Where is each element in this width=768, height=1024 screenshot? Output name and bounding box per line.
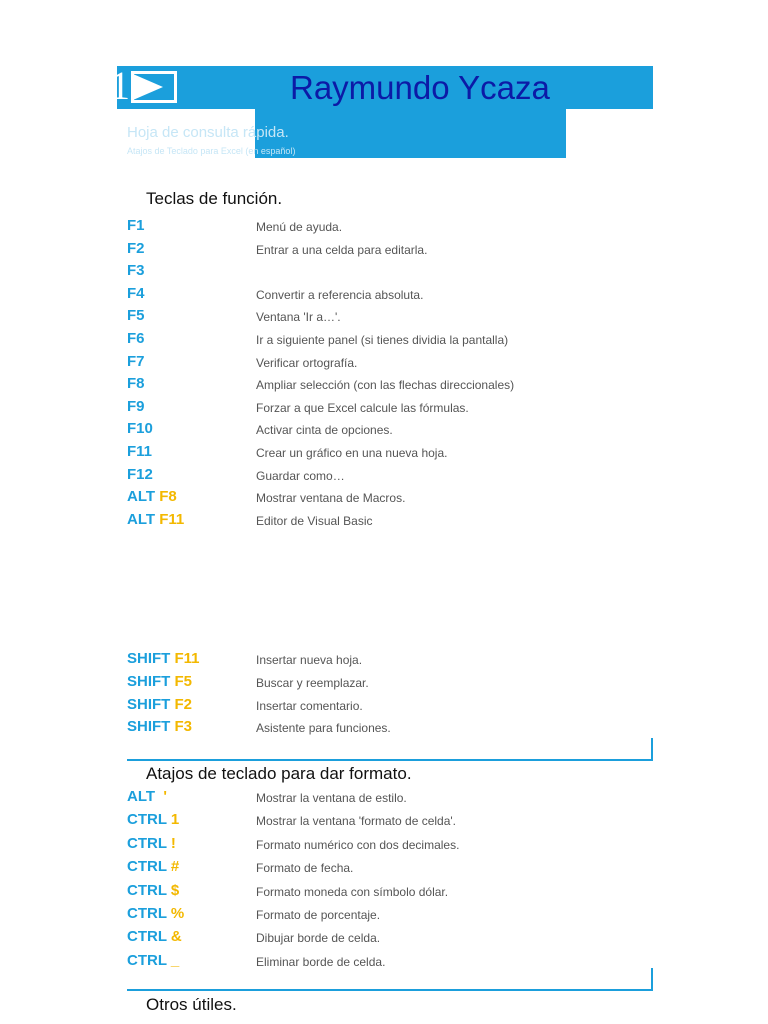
key-secondary: & bbox=[170, 928, 182, 946]
play-triangle-icon bbox=[133, 74, 163, 100]
shortcut-keys bbox=[127, 881, 179, 901]
key-secondary: 1 bbox=[170, 811, 180, 829]
shortcut-description: Formato de porcentaje. bbox=[256, 908, 381, 922]
key-primary: F12 bbox=[127, 465, 153, 483]
shortcut-row bbox=[127, 717, 667, 739]
key-primary: F10 bbox=[127, 420, 153, 438]
key-secondary: F11 bbox=[174, 650, 200, 667]
shortcut-row bbox=[127, 857, 667, 879]
section-heading-formatting: Atajos de teclado para dar formato. bbox=[146, 764, 412, 783]
key-primary: CTRL bbox=[127, 811, 171, 829]
shortcut-row bbox=[127, 239, 667, 261]
shortcut-keys bbox=[127, 834, 176, 854]
section-heading-function-keys: Teclas de función. bbox=[146, 189, 283, 208]
key-primary: CTRL bbox=[127, 881, 171, 899]
shortcut-keys bbox=[127, 306, 145, 326]
shortcut-keys bbox=[127, 695, 192, 715]
section-heading-others: Otros útiles. bbox=[146, 995, 237, 1014]
shortcut-row bbox=[127, 649, 667, 671]
key-primary: F9 bbox=[127, 397, 145, 415]
shortcut-keys bbox=[127, 352, 145, 372]
shortcut-row bbox=[127, 329, 667, 351]
shortcut-keys bbox=[127, 284, 145, 304]
divider-tick bbox=[651, 968, 653, 990]
key-secondary: F2 bbox=[174, 695, 193, 713]
shortcut-row bbox=[127, 951, 667, 973]
section-divider bbox=[127, 989, 653, 991]
shortcut-keys bbox=[127, 239, 145, 259]
shortcut-row bbox=[127, 510, 667, 532]
shortcut-description: Forzar a que Excel calcule las fórmulas. bbox=[256, 400, 469, 415]
shortcut-row bbox=[127, 284, 667, 306]
key-primary: ALT bbox=[127, 488, 160, 506]
section-divider bbox=[127, 759, 653, 761]
shortcut-row bbox=[127, 352, 667, 374]
shortcut-keys bbox=[127, 649, 200, 669]
key-primary: ALT bbox=[127, 788, 160, 805]
key-primary: SHIFT bbox=[127, 695, 175, 713]
shortcut-row bbox=[127, 672, 667, 694]
shortcut-description: Convertir a referencia absoluta. bbox=[256, 287, 424, 302]
shortcut-description: Verificar ortografía. bbox=[256, 355, 358, 370]
key-primary: CTRL bbox=[127, 951, 171, 969]
shortcut-keys bbox=[127, 261, 145, 281]
shortcut-keys bbox=[127, 419, 153, 439]
shortcut-keys bbox=[127, 442, 152, 462]
key-secondary: F8 bbox=[159, 488, 177, 506]
key-primary: ALT bbox=[127, 510, 160, 528]
shortcut-keys bbox=[127, 374, 145, 394]
shortcut-row bbox=[127, 927, 667, 949]
shortcut-description: Mostrar la ventana de estilo. bbox=[256, 791, 407, 805]
shortcut-row bbox=[127, 465, 667, 487]
shortcut-description: Buscar y reemplazar. bbox=[256, 675, 369, 690]
key-secondary: ! bbox=[170, 834, 176, 852]
key-secondary: ' bbox=[159, 788, 167, 805]
shortcut-description: Eliminar borde de celda. bbox=[256, 954, 386, 969]
shortcut-description: Guardar como… bbox=[256, 468, 345, 483]
shortcut-description: Insertar nueva hoja. bbox=[256, 653, 363, 667]
shortcut-row bbox=[127, 442, 667, 464]
shortcut-description: Insertar comentario. bbox=[256, 698, 363, 713]
key-primary: SHIFT bbox=[127, 650, 175, 667]
shortcut-row bbox=[127, 397, 667, 419]
key-primary: CTRL bbox=[127, 928, 171, 946]
key-secondary: _ bbox=[170, 951, 180, 969]
shortcut-description: Formato moneda con símbolo dólar. bbox=[256, 884, 449, 899]
key-primary: CTRL bbox=[127, 834, 171, 852]
shortcut-keys bbox=[127, 465, 153, 485]
shortcut-description: Formato numérico con dos decimales. bbox=[256, 837, 460, 852]
shortcut-description: Ir a siguiente panel (si tienes dividia la pantalla) bbox=[256, 333, 509, 347]
sub-subtitle: Atajos de Teclado para Excel (en español) bbox=[127, 146, 296, 156]
key-primary: SHIFT bbox=[127, 672, 175, 690]
shortcut-keys bbox=[127, 510, 184, 530]
key-secondary: # bbox=[170, 858, 180, 876]
shortcut-description: Mostrar ventana de Macros. bbox=[256, 491, 406, 506]
shortcut-description: Ampliar selección (con las flechas direccionales) bbox=[256, 378, 515, 393]
key-secondary: F5 bbox=[174, 672, 193, 690]
key-primary: F3 bbox=[127, 262, 145, 280]
shortcut-description: Dibujar borde de celda. bbox=[256, 931, 381, 946]
key-primary: F8 bbox=[127, 375, 145, 393]
shortcut-description: Asistente para funciones. bbox=[256, 721, 391, 736]
shortcut-keys bbox=[127, 717, 192, 737]
divider-tick bbox=[651, 738, 653, 760]
key-primary: F4 bbox=[127, 284, 145, 302]
key-secondary: $ bbox=[170, 881, 180, 899]
shortcut-row bbox=[127, 695, 667, 717]
key-primary: SHIFT bbox=[127, 718, 175, 736]
shortcut-keys bbox=[127, 787, 167, 807]
shortcut-description: Activar cinta de opciones. bbox=[256, 423, 393, 438]
page-title: Raymundo Ycaza bbox=[290, 69, 550, 106]
shortcut-description: Entrar a una celda para editarla. bbox=[256, 242, 428, 257]
shortcut-keys bbox=[127, 810, 179, 830]
shortcut-row bbox=[127, 810, 667, 832]
shortcut-row bbox=[127, 834, 667, 856]
key-primary: F11 bbox=[127, 443, 153, 460]
shortcut-description: Editor de Visual Basic bbox=[256, 513, 373, 528]
shortcut-keys bbox=[127, 904, 184, 924]
shortcut-description: Formato de fecha. bbox=[256, 861, 354, 876]
key-secondary: F3 bbox=[174, 718, 193, 736]
shortcut-row bbox=[127, 216, 667, 238]
shortcut-row bbox=[127, 487, 667, 509]
shortcut-row bbox=[127, 881, 667, 903]
shortcut-keys bbox=[127, 951, 179, 971]
key-primary: CTRL bbox=[127, 905, 171, 922]
shortcut-keys bbox=[127, 857, 179, 877]
key-primary: CTRL bbox=[127, 858, 171, 876]
subtitle-panel bbox=[255, 109, 566, 158]
shortcut-description: Ventana 'Ir a…'. bbox=[256, 310, 341, 325]
key-secondary: % bbox=[170, 905, 185, 922]
shortcut-keys bbox=[127, 216, 145, 236]
key-primary: F7 bbox=[127, 352, 145, 370]
shortcut-row bbox=[127, 306, 667, 328]
key-primary: F1 bbox=[127, 217, 145, 234]
shortcut-description: Menú de ayuda. bbox=[256, 220, 343, 234]
shortcut-description: Crear un gráfico en una nueva hoja. bbox=[256, 446, 448, 460]
key-primary: F5 bbox=[127, 307, 145, 325]
shortcut-keys bbox=[127, 329, 145, 349]
shortcut-row bbox=[127, 419, 667, 441]
shortcut-row bbox=[127, 787, 667, 809]
key-primary: F6 bbox=[127, 330, 145, 347]
key-secondary: F11 bbox=[159, 510, 185, 528]
shortcut-keys bbox=[127, 487, 177, 507]
shortcut-keys bbox=[127, 672, 192, 692]
key-primary: F2 bbox=[127, 239, 145, 257]
shortcut-row bbox=[127, 261, 667, 283]
shortcut-keys bbox=[127, 927, 182, 947]
shortcut-description: Mostrar la ventana 'formato de celda'. bbox=[256, 814, 457, 829]
subtitle: Hoja de consulta rápida. bbox=[127, 124, 289, 141]
shortcut-row bbox=[127, 374, 667, 396]
logo-digit: 1 bbox=[110, 63, 130, 108]
shortcut-keys bbox=[127, 397, 145, 417]
shortcut-row bbox=[127, 904, 667, 926]
